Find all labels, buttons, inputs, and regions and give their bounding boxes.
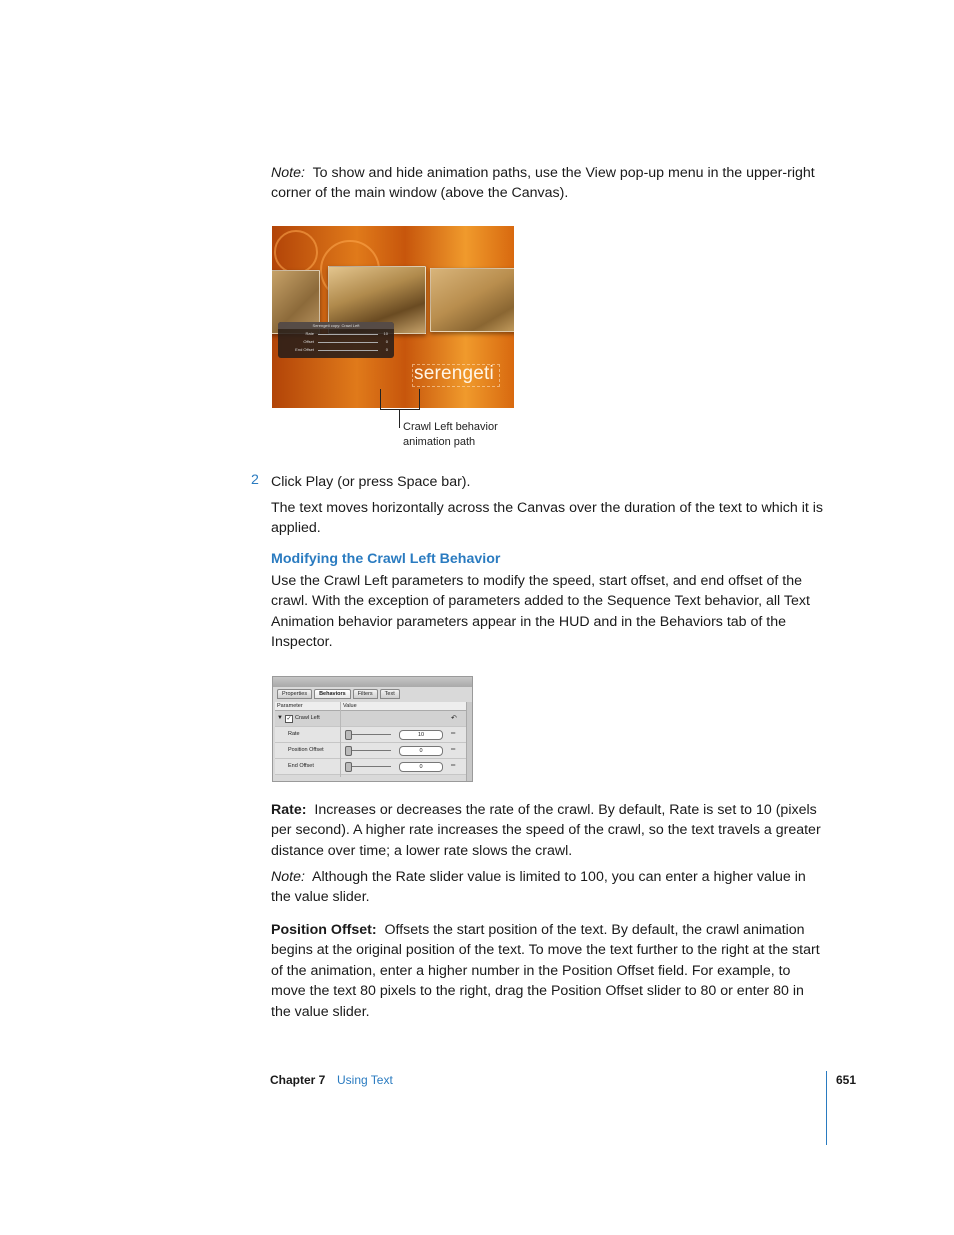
slider-knob[interactable]	[345, 746, 352, 756]
section-heading: Modifying the Crawl Left Behavior	[271, 551, 501, 567]
animation-menu-icon[interactable]: ═	[451, 747, 456, 753]
inspector-tabs	[277, 689, 402, 699]
hud-row-label: Rate	[305, 331, 314, 336]
column-value: Value	[343, 703, 357, 709]
note-lead: Note:	[271, 165, 305, 181]
rate-lead: Rate:	[271, 802, 307, 818]
hud-row	[282, 331, 390, 337]
note-paragraph	[271, 867, 827, 908]
animation-path-bracket	[380, 389, 420, 410]
step-number: 2	[251, 472, 259, 488]
photo-cheetah	[430, 268, 514, 332]
footer-chapter-title[interactable]: Using Text	[337, 1073, 393, 1087]
position-offset-text: Offsets the start position of the text. By default, the crawl animation begins at the original position of the text. To move the text further to the right at the start of the animation, enter a higher number in the Position Offset field. For example, to move the text 80 pixels to the right, drag the Position Offset slider to 80 or enter 80 in the value slider.	[271, 922, 820, 1020]
hud-row	[282, 347, 390, 353]
column-header	[275, 702, 466, 711]
hud-row-value: 0	[385, 339, 388, 344]
hud-slider	[318, 350, 378, 351]
hud-row-label: Offset	[303, 339, 314, 344]
slider-knob[interactable]	[345, 762, 352, 772]
hud-row-value: 0	[385, 347, 388, 352]
column-divider	[340, 702, 341, 777]
value-field[interactable]: 0	[399, 762, 443, 772]
slider-knob[interactable]	[345, 730, 352, 740]
hud-slider	[318, 334, 378, 335]
note-text: Although the Rate slider value is limited to 100, you can enter a higher value in the value slider.	[271, 869, 806, 906]
footer-divider	[826, 1071, 827, 1145]
tab-filters[interactable]: Filters	[353, 689, 378, 699]
tab-behaviors[interactable]: Behaviors	[314, 689, 351, 699]
parameter-label: End Offset	[288, 763, 314, 769]
position-offset-paragraph	[271, 920, 827, 1022]
canvas-screenshot	[272, 226, 514, 408]
tab-text[interactable]: Text	[380, 689, 400, 699]
inspector-screenshot	[272, 676, 473, 782]
parameter-label: Rate	[288, 731, 300, 737]
inspector-toolbar	[273, 677, 472, 687]
tab-properties[interactable]: Properties	[277, 689, 312, 699]
behavior-group-row[interactable]	[275, 711, 466, 727]
column-parameter: Parameter	[277, 703, 303, 709]
note-paragraph	[271, 163, 827, 204]
callout-line	[399, 409, 400, 428]
animation-menu-icon[interactable]: ═	[451, 731, 456, 737]
scrollbar[interactable]	[466, 702, 472, 781]
page-number: 651	[836, 1073, 857, 1087]
hud-title: Serengeti copy: Crawl Left	[278, 322, 394, 329]
hud-row	[282, 339, 390, 345]
reset-icon[interactable]: ↶	[451, 715, 457, 722]
parameter-row	[275, 743, 466, 759]
glow-circle	[274, 230, 318, 274]
step-text: Click Play (or press Space bar).	[271, 474, 471, 490]
parameter-row	[275, 727, 466, 743]
behavior-name: Crawl Left	[295, 715, 320, 721]
rate-paragraph	[271, 800, 827, 861]
disclosure-triangle-icon[interactable]: ▼	[277, 715, 283, 721]
body-paragraph: Use the Crawl Left parameters to modify the speed, start offset, and end offset of the crawl. With the exception of parameters added to the Sequence Text behavior, all Text Animation behavior parameters appear in the HUD and in the Behaviors tab of the Inspector.	[271, 573, 810, 651]
body-paragraph: The text moves horizontally across the Canvas over the duration of the text to which it is applied.	[271, 500, 824, 537]
footer-chapter: Chapter 7	[270, 1073, 326, 1087]
caption-line: Crawl Left behavior	[403, 421, 498, 433]
serengeti-text: serengeti	[414, 363, 494, 384]
animation-menu-icon[interactable]: ═	[451, 763, 456, 769]
rate-text: Increases or decreases the rate of the crawl. By default, Rate is set to 10 (pixels per second). A higher rate increases the speed of the crawl, so the text travels a greater distance over time; a lower rate slows the crawl.	[271, 802, 821, 859]
note-text: To show and hide animation paths, use the View pop-up menu in the upper-right corner of the main window (above the Canvas).	[271, 165, 815, 202]
parameter-row	[275, 759, 466, 775]
parameter-label: Position Offset	[288, 747, 324, 753]
position-offset-lead: Position Offset:	[271, 922, 377, 938]
caption-line: animation path	[403, 436, 476, 448]
hud-slider	[318, 342, 378, 343]
note-lead: Note:	[271, 869, 305, 885]
enable-checkbox[interactable]: ✓	[286, 716, 292, 722]
value-field[interactable]: 10	[399, 730, 443, 740]
hud-row-value: 10	[383, 331, 388, 336]
figure-caption	[403, 420, 498, 450]
hud-row-label: End Offset	[295, 347, 314, 352]
hud-panel	[278, 322, 394, 358]
value-field[interactable]: 0	[399, 746, 443, 756]
